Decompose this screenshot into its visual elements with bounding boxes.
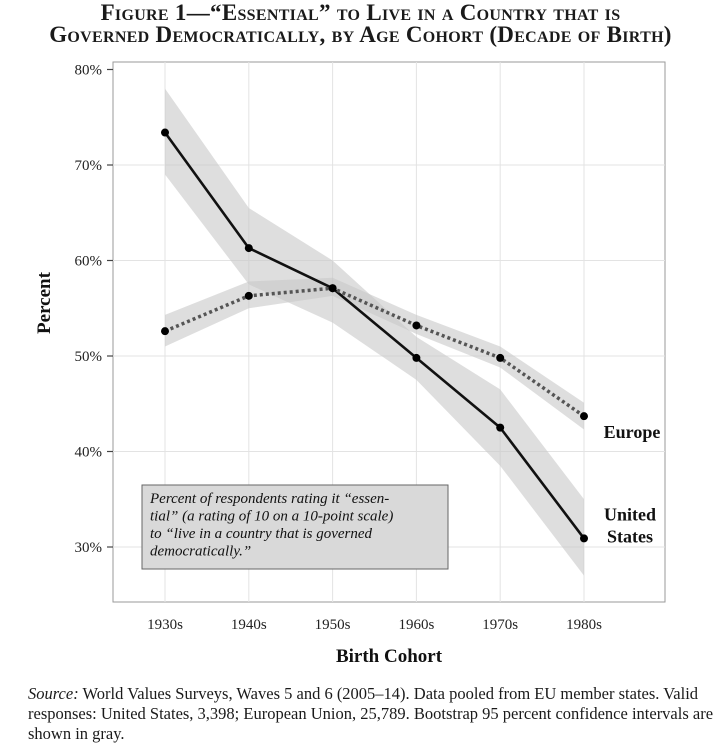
data-point (580, 412, 588, 420)
confidence-band (165, 278, 584, 430)
annotation-line: democratically.” (150, 543, 252, 560)
x-tick-label: 1960s (398, 617, 435, 633)
data-point (580, 534, 588, 542)
series-label (604, 422, 661, 442)
chart-title-line-1: Figure 1—“Essential” to Live in a Country that is (100, 0, 621, 25)
y-axis-title: Percent (34, 272, 55, 334)
series-label (604, 504, 656, 546)
data-point (161, 129, 169, 137)
chart-title-line-2: Governed Democratically, by Age Cohort (Decade of Birth) (49, 22, 672, 47)
series-label-line: States (607, 526, 653, 547)
data-point (161, 327, 169, 335)
annotation-line: to “live in a country that is governed (150, 526, 373, 542)
annotation-line: Percent of respondents rating it “essen- (150, 491, 390, 507)
x-tick-label: 1930s (147, 617, 183, 633)
data-point (245, 292, 253, 300)
data-point (412, 354, 420, 362)
data-point (245, 244, 253, 252)
x-tick-label: 1970s (482, 617, 519, 633)
source-label: Source: (28, 684, 79, 703)
series-label-line: United (603, 504, 657, 525)
x-axis-title: Birth Cohort (335, 646, 443, 667)
y-tick-label: 60% (74, 253, 102, 270)
data-point (329, 284, 337, 292)
y-tick-label: 40% (74, 444, 102, 461)
series-label-line: Europe (603, 422, 661, 443)
y-tick-label: 30% (74, 540, 102, 556)
data-point (412, 321, 420, 329)
x-tick-label: 1950s (314, 617, 351, 633)
x-tick-label: 1980s (566, 617, 602, 633)
data-point (496, 424, 504, 432)
x-tick-label: 1940s (230, 617, 267, 633)
annotation-line: tial” (a rating of 10 on a 10-point scale) (150, 508, 394, 525)
annotation-box (142, 485, 448, 569)
data-point (496, 354, 504, 362)
y-tick-label: 50% (74, 349, 102, 365)
source-text: World Values Surveys, Waves 5 and 6 (2005–14). Data pooled from EU member states. Valid responses: United States, 3,398; European Union, 25,789. Bootstrap 95 percent confidence intervals are shown in gray. (28, 684, 714, 743)
y-tick-label: 80% (74, 62, 102, 79)
source-note (28, 684, 718, 744)
y-tick-label: 70% (74, 158, 102, 174)
